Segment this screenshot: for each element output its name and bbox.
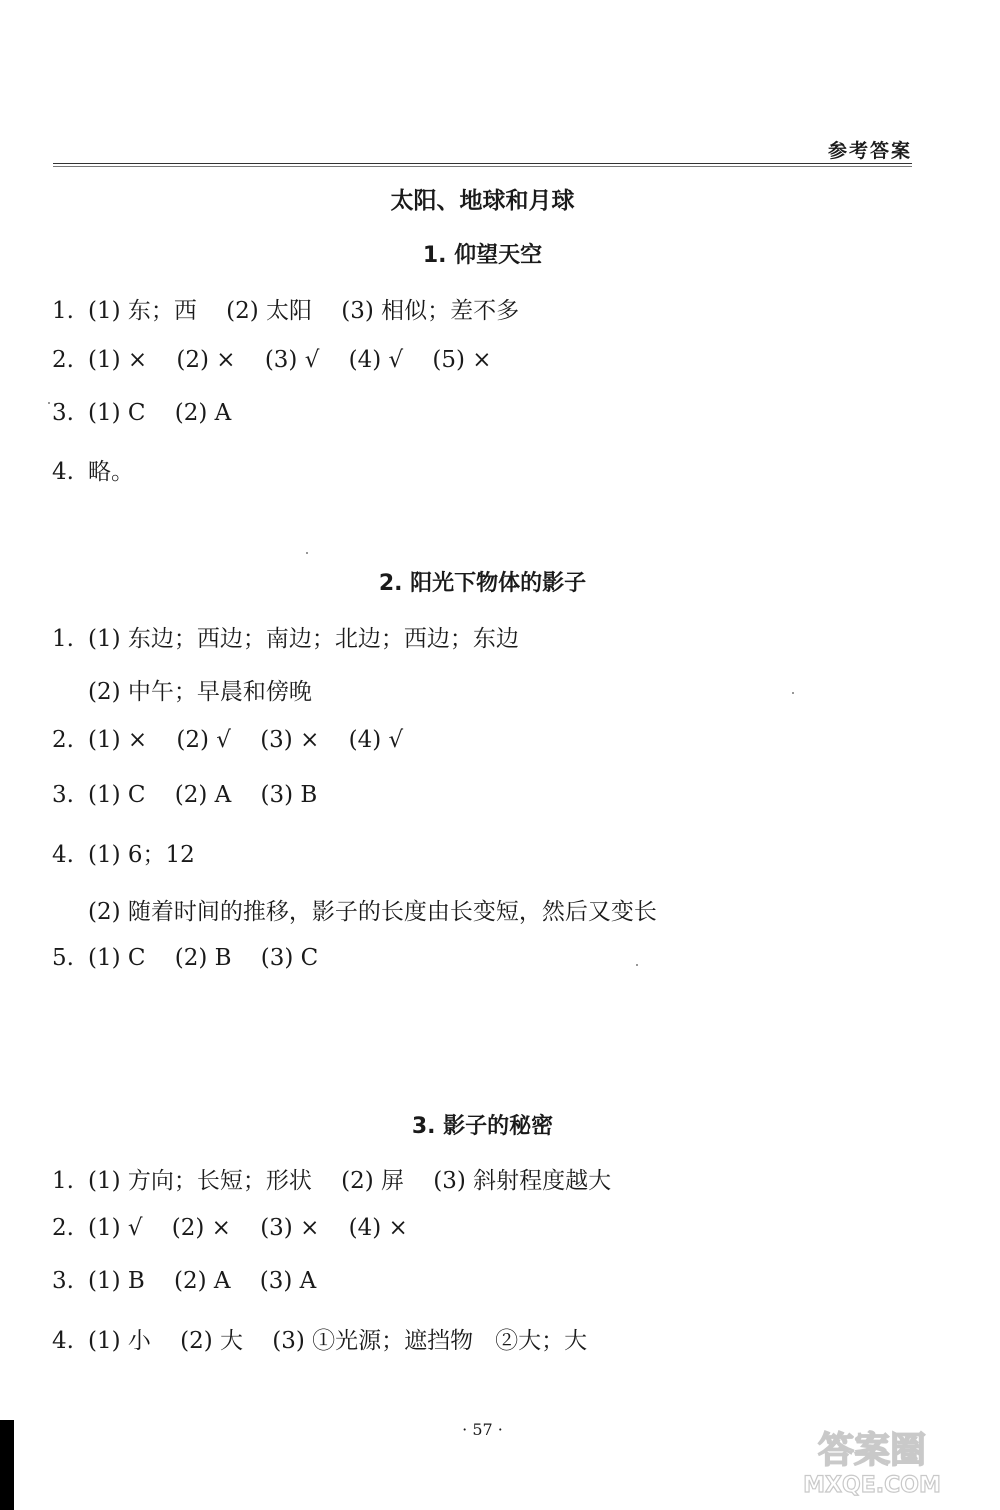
answer-text: (1) × (2) × (3) √ (4) √ (5) ×	[88, 347, 492, 373]
answer-line	[52, 292, 519, 325]
answer-line	[52, 1268, 316, 1294]
scan-speck	[792, 692, 794, 694]
question-number: 4.	[52, 1328, 74, 1354]
watermark-cn-text: 答案圈	[817, 1430, 927, 1471]
answer-line	[88, 893, 657, 926]
question-number: 1.	[52, 1168, 74, 1194]
question-number: 1.	[52, 626, 74, 652]
answer-line	[52, 727, 403, 753]
question-number: 2.	[52, 1215, 74, 1241]
answer-text: (1) 方向；长短；形状 (2) 屏 (3) 斜射程度越大	[88, 1168, 612, 1194]
answer-line	[52, 347, 492, 373]
page-number: · 57 ·	[462, 1420, 503, 1439]
answer-text: (1) 6；12	[88, 842, 195, 868]
scan-edge-bar	[0, 1420, 14, 1510]
scan-speck	[636, 964, 638, 966]
answer-line	[52, 782, 317, 808]
question-number: 4.	[52, 842, 74, 868]
question-number: 3.	[52, 782, 74, 808]
answer-line	[52, 453, 134, 486]
header-rule	[53, 163, 912, 167]
section-title-3: 3. 影子的秘密	[411, 1114, 554, 1139]
header-label: 参考答案	[827, 140, 912, 162]
question-number: 3.	[52, 400, 74, 426]
answer-line	[52, 1215, 408, 1241]
answer-line	[52, 1322, 587, 1355]
answer-text: (1) C (2) B (3) C	[88, 945, 319, 971]
answer-line	[52, 620, 519, 653]
answer-line	[88, 673, 312, 706]
answer-text: (1) C (2) A (3) B	[88, 782, 318, 808]
answer-text: (1) 东边；西边；南边；北边；西边；东边	[88, 626, 519, 652]
scan-speck	[48, 402, 50, 404]
answer-text: (1) √ (2) × (3) × (4) ×	[88, 1215, 408, 1241]
question-number: 5.	[52, 945, 74, 971]
answer-line	[52, 945, 318, 971]
question-number: 1.	[52, 298, 74, 324]
question-number: 3.	[52, 1268, 74, 1294]
section-title-1: 1. 仰望天空	[422, 243, 543, 268]
chapter-title: 太阳、地球和月球	[390, 188, 575, 214]
answer-text: (1) 东；西 (2) 太阳 (3) 相似；差不多	[88, 298, 520, 324]
answer-line	[52, 400, 231, 426]
answer-text: (2) 中午；早晨和傍晚	[88, 679, 312, 705]
section-title-2: 2. 阳光下物体的影子	[378, 571, 587, 596]
question-number: 2.	[52, 727, 74, 753]
answer-text: (1) 小 (2) 大 (3) ①光源；遮挡物 ②大；大	[88, 1328, 588, 1354]
answer-text: (1) C (2) A	[88, 400, 232, 426]
answer-text: 略。	[88, 459, 134, 485]
answer-text: (1) B (2) A (3) A	[88, 1268, 317, 1294]
answer-line	[52, 1162, 611, 1195]
answer-text: (2) 随着时间的推移，影子的长度由长变短，然后又变长	[88, 899, 657, 925]
question-number: 2.	[52, 347, 74, 373]
watermark-en-text: MXQE.COM	[803, 1473, 941, 1498]
watermark-logo	[772, 1420, 972, 1500]
answer-text: (1) × (2) √ (3) × (4) √	[88, 727, 404, 753]
scan-speck	[306, 552, 308, 554]
answer-line	[52, 836, 195, 869]
question-number: 4.	[52, 459, 74, 485]
